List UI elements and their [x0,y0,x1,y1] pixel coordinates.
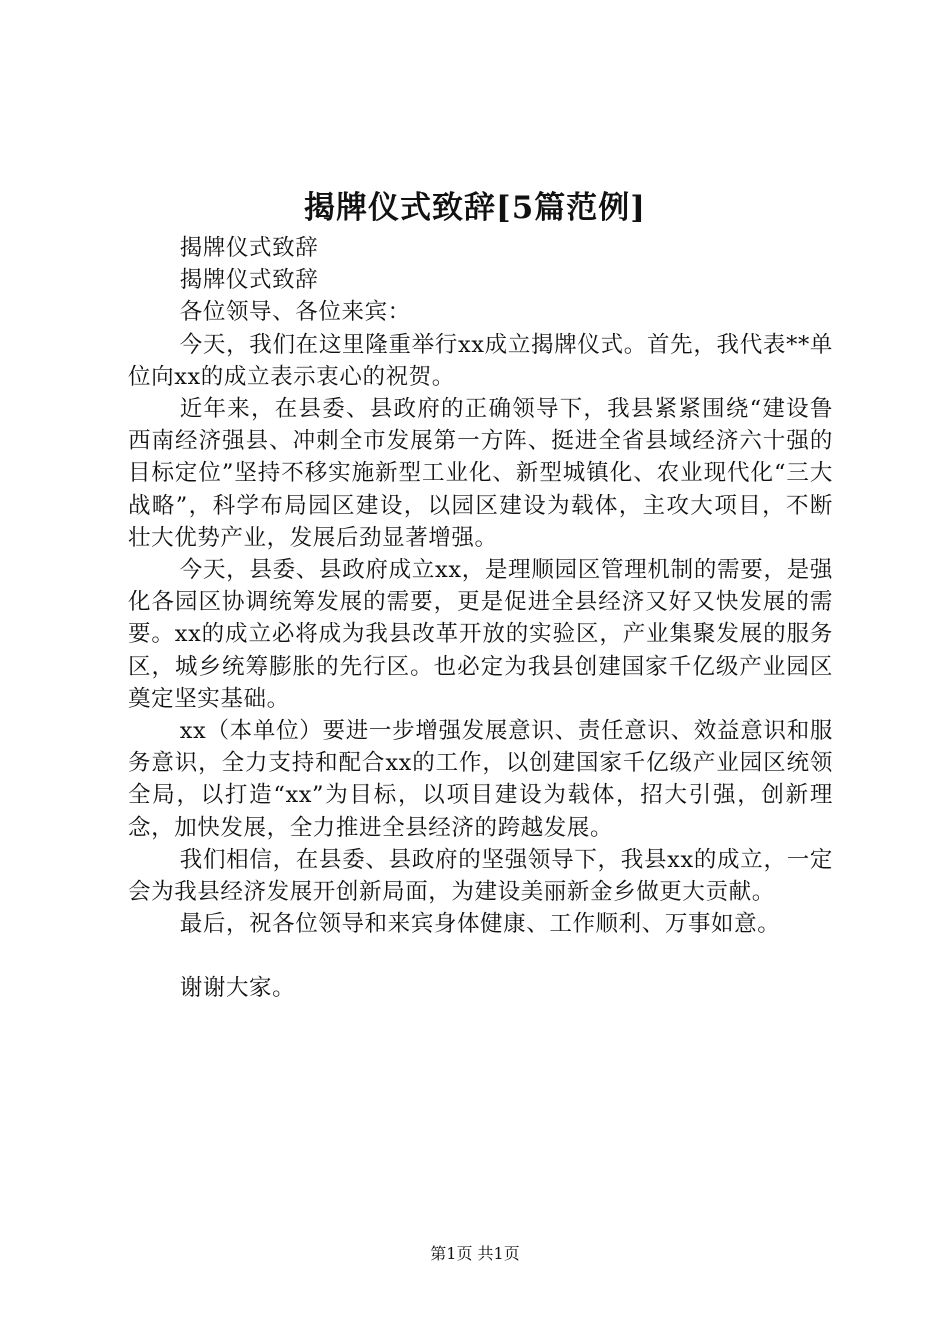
paragraph-confidence: 我们相信，在县委、县政府的坚强领导下，我县xx的成立，一定会为我县经济发展开创新局面，为建设美丽新金乡做更大贡献。 [128,846,833,906]
paragraph-thanks: 谢谢大家。 [179,975,296,1002]
page-footer: 第1页 共1页 [430,1244,520,1263]
paragraph-salutation: 各位领导、各位来宾： [179,299,411,326]
paragraph-commitment: xx（本单位）要进一步增强发展意识、责任意识、效益意识和服务意识，全力支持和配合xx的工作，以创建国家千亿级产业园区统领全局，以打造“xx”为目标，以项目建设为载体，招大引强，创新理念，加快发展，全力推进全县经济的跨越发展。 [128,718,833,841]
document-body [128,232,833,1005]
paragraph-background: 近年来，在县委、县政府的正确领导下，我县紧紧围绕“建设鲁西南经济强县、冲刺全市发展第一方阵、挺进全省县域经济六十强的目标定位”坚持不移实施新型工业化、新型城镇化、农业现代化“三大战略”，科学布局园区建设，以园区建设为载体，主攻大项目，不断壮大优势产业，发展后劲显著增强。 [128,396,833,551]
paragraph-wishes: 最后，祝各位领导和来宾身体健康、工作顺利、万事如意。 [179,911,781,938]
document-title: 揭牌仪式致辞[5篇范例] [304,190,646,226]
paragraph-subtitle-2: 揭牌仪式致辞 [179,267,319,294]
paragraph-opening: 今天，我们在这里隆重举行xx成立揭牌仪式。首先，我代表**单位向xx的成立表示衷心的祝贺。 [128,331,833,390]
paragraph-subtitle-1: 揭牌仪式致辞 [179,235,319,261]
paragraph-significance: 今天，县委、县政府成立xx，是理顺园区管理机制的需要，是强化各园区协调统筹发展的需要，更是促进全县经济又好又快发展的需要。xx的成立必将成为我县改革开放的实验区，产业集聚发展的服务区，城乡统筹膨胀的先行区。也必定为我县创建国家千亿级产业园区奠定坚实基础。 [128,557,833,712]
